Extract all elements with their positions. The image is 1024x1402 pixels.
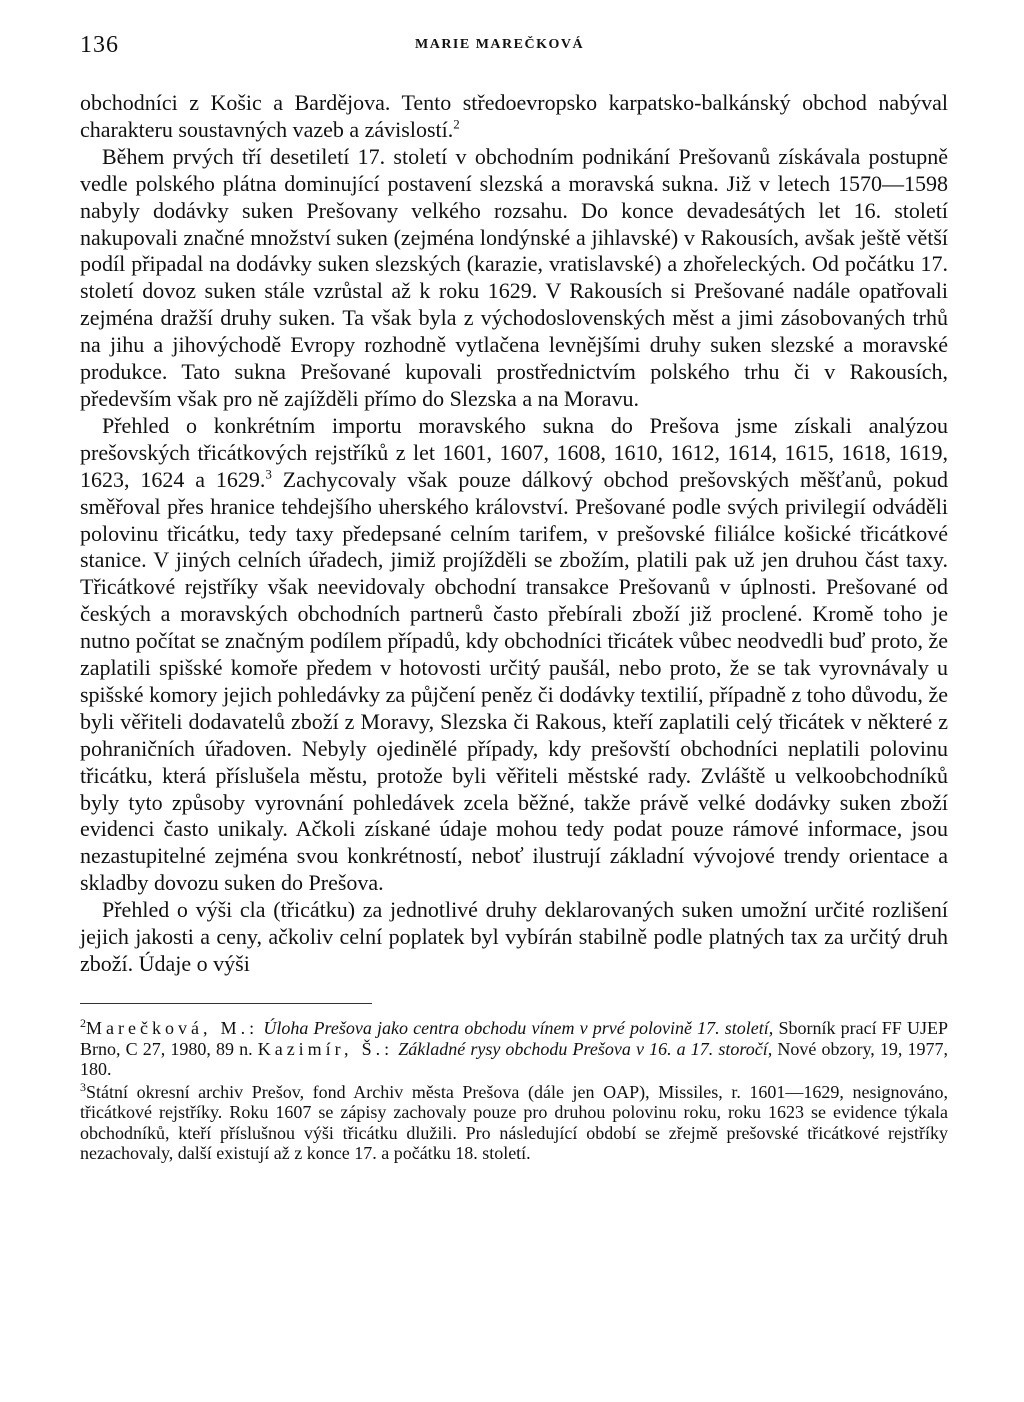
footnote-2-title-2: Základné rysy obchodu Prešova v 16. a 17. storočí, (398, 1038, 773, 1059)
paragraph-1 (80, 90, 948, 144)
paragraph-4-text: Přehled o výši cla (třicátku) za jednotlivé druhy deklarovaných suken umožní určité rozlišení jejich jakosti a ceny, ačkoliv celní poplatek byl vybírán stabilně podle platných tax za určitý druh zboží. Údaje o výši (80, 897, 948, 976)
footnote-3 (80, 1079, 948, 1164)
footnote-2-source-2: Nové obzory, 19, 1977, 180. (80, 1038, 949, 1079)
main-text (80, 90, 948, 978)
paragraph-3-text-a: Přehled o konkrétním importu moravského sukna do Prešova jsme získali analýzou prešovských třicátkových rejstříků z let 1601, 1607, 1608, 1610, 1612, 1614, 1615, 1618, 1619, 1623, 1624 a 1629. (80, 412, 948, 492)
footnote-ref-2: 2 (453, 116, 460, 132)
footnote-3-text: Státní okresní archiv Prešov, fond Archiv města Prešova (dále jen OAP), Missiles, r. 1601—1629, nesignováno, třicátkové rejstříky. Roku 1607 se zápisy zachovaly pouze pro druhou polovinu roku, roku 1623 se evidence týkala obchodníků, kteří příslušnou výši třicátku dlužili. Pro následující období se zřejmě prešovské třicátkové rejstříky nezachovaly, další existují až z konce 17. a počátku 18. století. (80, 1081, 948, 1163)
paragraph-2 (80, 144, 948, 413)
footnote-3-number: 3 (80, 1079, 86, 1094)
footnote-2-title-1: Úloha Prešova jako centra obchodu vínem v prvé polovině 17. století, (263, 1018, 774, 1038)
page-number: 136 (80, 32, 119, 58)
footnotes (80, 1018, 948, 1166)
paragraph-3 (80, 413, 948, 897)
footnote-2 (80, 1018, 948, 1080)
footnote-2-source-1: Sborník prací FF UJEP Brno, C 27, 1980, 89 n. (80, 1018, 949, 1059)
footnote-ref-3: 3 (265, 466, 272, 482)
paragraph-3-text-b: Zachycovaly však pouze dálkový obchod prešovských měšťanů, pokud směřoval přes hranice tehdejšího uherského království. Prešované podle svých privilegií odváděli polovinu třicátku, tedy taxy předepsané celním tarifem, v prešovské filiálce košické třicátkové stanice. V jiných celních úřadech, jimiž projížděli se zbožím, platili pak už jen druhou část taxy. Třicátkové rejstříky však neevidovaly obchodní transakce Prešovanů v úplnosti. Prešované od českých a moravských obchodních partnerů často přebírali zboží již proclené. Kromě toho je nutno počítat se značným podílem případů, kdy obchodníci třicátek vůbec neodvedli buď proto, že zaplatili spišské komoře předem v hotovosti určitý paušál, nebo proto, že se tak vyrovnávaly u spišské komory jejich pohledávky za půjčení peněz či dodávky textilií, případně z toho důvodu, že byli věřiteli dodavatelů zboží z Moravy, Slezska či Rakous, kteří zaplatili celý třicátek v některé z pohraničních úřadoven. Nebyly ojedinělé případy, kdy prešovští obchodníci neplatili polovinu třicátku, která příslušela městu, protože byli věřiteli městské rady. Zvláště u velkoobchodníků byly tyto způsoby vyrovnání pohledávek zcela běžné, takže právě velké dodávky suken zboží evidenci často unikaly. Ačkoli získané údaje mohou tedy podat pouze rámové informace, jsou nezastupitelné zejména svou konkrétností, neboť ilustrují základní vývojové trendy orientace a skladby dovozu suken do Prešova. (80, 466, 949, 896)
paragraph-1-text: obchodníci z Košic a Bardějova. Tento středoevropsko karpatsko-balkánský obchod nabýval charakteru soustavných vazeb a závislostí. (80, 90, 948, 142)
paragraph-2-text: Během prvých tří desetiletí 17. století v obchodním podnikání Prešovanů získávala postupně vedle polského plátna dominující postavení slezská a moravská sukna. Již v letech 1570—1598 nabyly dodávky suken Prešovany velkého rozsahu. Do konce devadesátých let 16. století nakupovali značné množství suken (zejména londýnské a jihlavské) v Rakousích, avšak ještě větší podíl připadal na dodávky suken slezských (karazie, vratislavské) a zhořeleckých. Od počátku 17. století dovoz suken stále vzrůstal až k roku 1629. V Rakousích si Prešované nadále opatřovali zejména dražší druhy suken. Ta však byla z východoslovenských měst a jimi zásobovaných trhů na jihu a jihovýchodě Evropy rozhodně vytlačena levnějšími druhy suken slezské a moravské produkce. Tato sukna Prešované kupovali prostřednictvím polského trhu či v Rakousích, především však pro ně zajížděli přímo do Slezska a na Moravu. (80, 143, 948, 411)
footnote-2-author-1: Marečková, M.: (86, 1018, 259, 1038)
running-head (80, 32, 948, 62)
footnote-2-author-2: Kazimír, Š.: (257, 1038, 394, 1059)
running-title: MARIE MAREČKOVÁ (415, 37, 585, 52)
footnote-divider (80, 1003, 372, 1004)
footnote-2-number: 2 (80, 1016, 86, 1030)
paragraph-4 (80, 897, 948, 978)
